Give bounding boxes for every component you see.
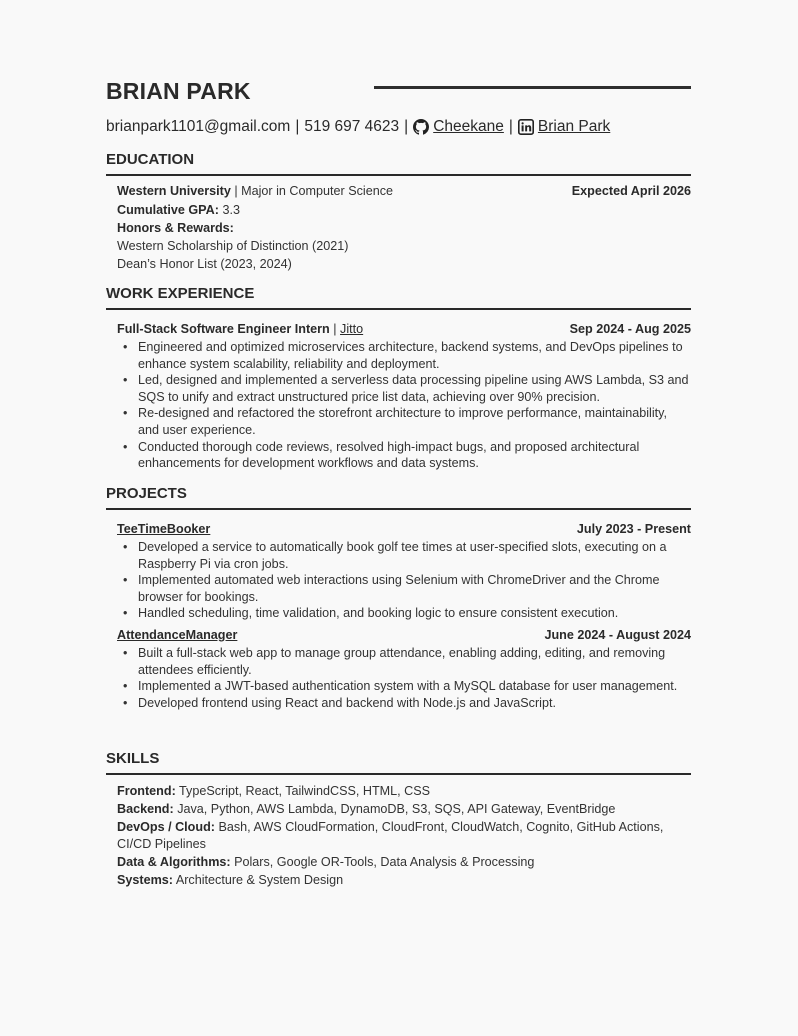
bullet-item: • Re-designed and refactored the storefront architecture to improve performance, maintainability, and user experience.	[117, 405, 691, 438]
company-link[interactable]: Jitto	[340, 322, 364, 336]
project-date: June 2024 - August 2024	[544, 627, 691, 642]
section-rule	[106, 508, 691, 510]
gpa-value: 3.3	[222, 203, 240, 217]
project-date: July 2023 - Present	[576, 522, 691, 536]
bullet-item: • Developed frontend using React and backend with Node.js and JavaScript.	[117, 695, 691, 712]
phone: 519 697 4623	[304, 118, 400, 135]
bullet-item: • Built a full-stack web app to manage group attendance, enabling adding, editing, and removing attendees efficiently.	[117, 645, 691, 678]
linkedin-icon	[518, 119, 534, 135]
skill-line: Frontend: TypeScript, React, TailwindCSS, HTML, CSS	[117, 784, 431, 798]
project-header	[117, 626, 691, 645]
skill-line: Backend: Java, Python, AWS Lambda, DynamoDB, S3, SQS, API Gateway, EventBridge	[117, 801, 616, 816]
skills-section	[106, 749, 691, 890]
honor-item: Dean’s Honor List (2023, 2024)	[117, 257, 292, 271]
bullet-item: • Developed a service to automatically book golf tee times at user-specified slots, executing on a Raspberry Pi via cron jobs.	[117, 539, 691, 572]
skill-line: Data & Algorithms: Polars, Google OR-Tools, Data Analysis & Processing	[117, 855, 535, 870]
honors-label: Honors & Rewards:	[117, 221, 234, 235]
separator: |	[508, 118, 513, 135]
section-rule	[106, 174, 691, 176]
bullet-item: • Conducted thorough code reviews, resolved high-impact bugs, and proposed architectural enhancements for development workflows and data systems.	[117, 439, 691, 472]
education-entry	[117, 182, 691, 201]
gpa-line	[117, 201, 691, 219]
project-link[interactable]: TeeTimeBooker	[117, 522, 211, 536]
candidate-name: BRIAN PARK	[106, 78, 251, 104]
project-header	[117, 520, 691, 539]
separator: |	[295, 118, 300, 135]
header-rule	[374, 86, 691, 89]
bullet-item: • Implemented automated web interactions using Selenium with ChromeDriver and the Chrome browser for bookings.	[117, 572, 691, 605]
work-section	[106, 284, 691, 472]
honor-item: Western Scholarship of Distinction (2021)	[117, 239, 349, 253]
skill-line: Systems: Architecture & System Design	[117, 872, 344, 887]
bullet-item: • Implemented a JWT-based authentication system with a MySQL database for user management.	[117, 678, 691, 695]
section-title: PROJECTS	[106, 485, 187, 502]
school-name: Western University	[117, 184, 231, 198]
project-bullets	[117, 539, 691, 622]
bullet-item: • Led, designed and implemented a serverless data processing pipeline using AWS Lambda, S3 and SQS to unify and extract unstructured price list data, achieving over 90% precision.	[117, 372, 691, 405]
project-link[interactable]: AttendanceManager	[117, 627, 238, 642]
education-section	[106, 150, 691, 273]
job-bullets	[117, 339, 691, 472]
section-title: WORK EXPERIENCE	[106, 285, 255, 302]
bullet-item: • Engineered and optimized microservices architecture, backend systems, and DevOps pipelines to enhance system scalability, reliability and deployment.	[117, 339, 691, 372]
github-icon	[413, 119, 429, 135]
github-link[interactable]: Cheekane	[433, 118, 504, 135]
program: Major in Computer Science	[241, 184, 394, 198]
linkedin-link[interactable]: Brian Park	[537, 118, 611, 135]
separator: |	[404, 118, 409, 135]
project-bullets	[117, 645, 691, 711]
job-date: Sep 2024 - Aug 2025	[569, 322, 691, 336]
job-header	[117, 320, 691, 339]
skill-line: DevOps / Cloud: Bash, AWS CloudFormation, CloudFront, CloudWatch, Cognito, GitHub Actions, CI/CD Pipelines	[117, 819, 664, 852]
separator: |	[234, 184, 242, 198]
gpa-label: Cumulative GPA:	[117, 203, 219, 217]
section-rule	[106, 773, 691, 775]
contact-line	[106, 118, 610, 136]
section-rule	[106, 308, 691, 310]
bullet-item: • Handled scheduling, time validation, and booking logic to ensure consistent execution.	[117, 605, 691, 622]
education-date: Expected April 2026	[571, 184, 691, 198]
projects-section	[106, 484, 691, 711]
separator: |	[333, 322, 341, 336]
email[interactable]: brianpark1101@gmail.com	[106, 118, 291, 135]
section-title: EDUCATION	[106, 151, 195, 168]
job-role: Full-Stack Software Engineer Intern	[117, 322, 330, 336]
section-title: SKILLS	[106, 750, 160, 767]
